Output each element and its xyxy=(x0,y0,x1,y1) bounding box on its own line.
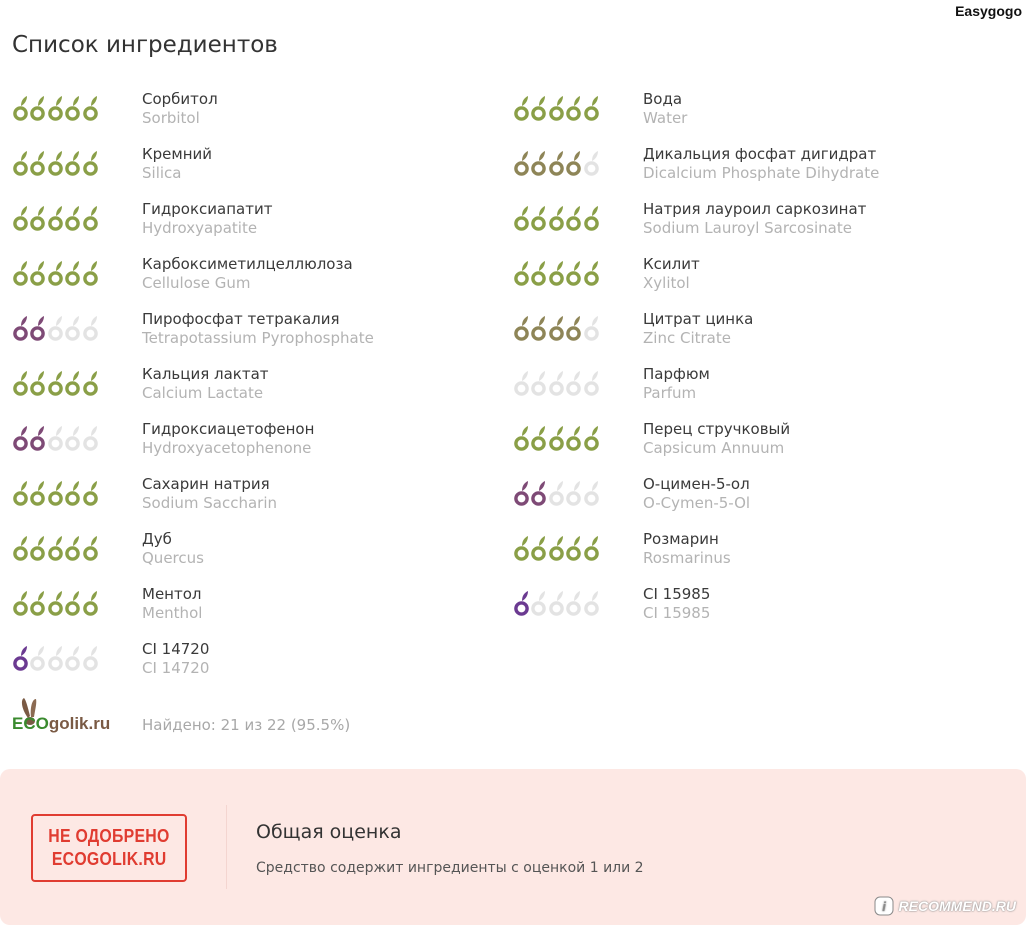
ingredient-names xyxy=(643,420,790,458)
not-approved-stamp xyxy=(31,814,187,882)
rating-drop-icon xyxy=(513,93,530,123)
rating-drop-icon xyxy=(583,203,600,233)
ingredient-name-ru[interactable]: CI 14720 xyxy=(142,640,210,658)
ingredient-name-en: Cellulose Gum xyxy=(142,274,251,292)
ingredient-names xyxy=(643,475,750,513)
rating-drops xyxy=(513,258,600,288)
rating-drops xyxy=(12,478,99,508)
rating-drop-icon xyxy=(583,478,600,508)
rating-drop-icon xyxy=(12,533,29,563)
rating-drop-icon xyxy=(12,148,29,178)
rating-drop-icon xyxy=(82,588,99,618)
rating-drop-icon xyxy=(548,93,565,123)
ingredient-row[interactable] xyxy=(501,583,1001,638)
rating-drop-icon xyxy=(29,588,46,618)
rating-drop-icon xyxy=(82,258,99,288)
ingredient-name-ru[interactable]: Пирофосфат тетракалия xyxy=(142,310,340,328)
ingredient-name-en: Quercus xyxy=(142,549,204,567)
rating-drops xyxy=(12,643,99,673)
ingredient-name-en: Capsicum Annuum xyxy=(643,439,785,457)
ingredient-row[interactable] xyxy=(0,418,500,473)
ingredient-names xyxy=(643,365,710,403)
rating-drop-icon xyxy=(64,258,81,288)
ingredient-name-ru[interactable]: Карбоксиметилцеллюлоза xyxy=(142,255,353,273)
ingredient-name-ru[interactable]: Сорбитол xyxy=(142,90,218,108)
rating-drop-icon xyxy=(47,93,64,123)
rating-drop-icon xyxy=(82,203,99,233)
ingredient-name-ru[interactable]: Гидроксиацетофенон xyxy=(142,420,315,438)
ingredient-row[interactable] xyxy=(501,363,1001,418)
ingredient-name-ru[interactable]: Вода xyxy=(643,90,683,108)
ingredient-name-en: Sodium Saccharin xyxy=(142,494,278,512)
rating-drop-icon xyxy=(29,368,46,398)
svg-text:i: i xyxy=(881,899,886,914)
ingredient-name-ru[interactable]: Дикальция фосфат дигидрат xyxy=(643,145,877,163)
rating-drop-icon xyxy=(565,588,582,618)
ecogolik-logo[interactable] xyxy=(12,696,124,740)
rating-drop-icon xyxy=(29,533,46,563)
ingredient-name-ru[interactable]: Цитрат цинка xyxy=(643,310,754,328)
ingredient-name-ru[interactable]: Гидроксиапатит xyxy=(142,200,273,218)
rating-drop-icon xyxy=(12,93,29,123)
ingredient-name-en: Tetrapotassium Pyrophosphate xyxy=(142,329,374,347)
rating-drop-icon xyxy=(82,423,99,453)
ingredient-row[interactable] xyxy=(501,308,1001,363)
ingredient-name-en: Calcium Lactate xyxy=(142,384,264,402)
recommend-logo-icon xyxy=(873,895,895,917)
ingredient-name-en: Hydroxyapatite xyxy=(142,219,258,237)
rating-drop-icon xyxy=(513,258,530,288)
rating-drop-icon xyxy=(47,148,64,178)
rating-drop-icon xyxy=(548,313,565,343)
rating-drops xyxy=(12,93,99,123)
rating-drop-icon xyxy=(12,258,29,288)
verdict-text: Средство содержит ингредиенты с оценкой 1 или 2 xyxy=(256,860,644,876)
rating-drop-icon xyxy=(530,423,547,453)
rating-drop-icon xyxy=(513,368,530,398)
rating-drop-icon xyxy=(29,148,46,178)
rating-drop-icon xyxy=(12,313,29,343)
rating-drop-icon xyxy=(12,368,29,398)
rating-drop-icon xyxy=(548,203,565,233)
ingredient-row[interactable] xyxy=(501,88,1001,143)
ingredient-name-ru[interactable]: Кремний xyxy=(142,145,213,163)
rating-drop-icon xyxy=(513,203,530,233)
verdict-divider xyxy=(226,805,227,889)
recommend-watermark xyxy=(873,895,1016,917)
ingredient-row[interactable] xyxy=(501,418,1001,473)
ingredient-row[interactable] xyxy=(501,143,1001,198)
rating-drop-icon xyxy=(47,313,64,343)
logo-golik: golik.ru xyxy=(48,714,111,733)
ingredient-names xyxy=(643,585,710,623)
rating-drop-icon xyxy=(64,368,81,398)
rating-drop-icon xyxy=(548,423,565,453)
rating-drop-icon xyxy=(530,533,547,563)
ingredient-row[interactable] xyxy=(0,253,500,308)
rating-drop-icon xyxy=(47,368,64,398)
ingredient-name-ru[interactable]: Розмарин xyxy=(643,530,719,548)
rating-drop-icon xyxy=(530,203,547,233)
ingredient-name-en: Sodium Lauroyl Sarcosinate xyxy=(643,219,852,237)
rating-drop-icon xyxy=(565,93,582,123)
ingredient-name-en: Rosmarinus xyxy=(643,549,731,567)
rating-drop-icon xyxy=(530,148,547,178)
rating-drop-icon xyxy=(548,478,565,508)
ingredient-row[interactable] xyxy=(501,253,1001,308)
rating-drop-icon xyxy=(82,533,99,563)
rating-drop-icon xyxy=(29,258,46,288)
ingredient-names xyxy=(643,145,879,183)
rating-drops xyxy=(12,203,99,233)
rating-drop-icon xyxy=(583,533,600,563)
rating-drop-icon xyxy=(82,478,99,508)
rating-drop-icon xyxy=(64,478,81,508)
ingredient-row[interactable] xyxy=(0,143,500,198)
rating-drops xyxy=(513,423,600,453)
ingredient-names xyxy=(142,365,269,403)
rating-drops xyxy=(513,588,600,618)
ingredient-row[interactable] xyxy=(0,88,500,143)
rating-drops xyxy=(12,588,99,618)
logo-eco: ECO xyxy=(12,714,49,733)
ingredient-name-ru[interactable]: CI 15985 xyxy=(643,585,711,603)
rating-drop-icon xyxy=(47,588,64,618)
ingredient-names xyxy=(643,90,687,128)
rating-drop-icon xyxy=(47,258,64,288)
rating-drops xyxy=(12,313,99,343)
ingredient-row[interactable] xyxy=(0,363,500,418)
rating-drops xyxy=(12,368,99,398)
rating-drop-icon xyxy=(513,478,530,508)
rating-drop-icon xyxy=(565,423,582,453)
rating-drop-icon xyxy=(565,313,582,343)
rating-drops xyxy=(513,533,600,563)
rating-drop-icon xyxy=(12,588,29,618)
stamp-line-1: НЕ ОДОБРЕНО xyxy=(48,826,170,846)
page-title: Список ингредиентов xyxy=(12,32,278,58)
ingredient-name-en: O-Cymen-5-Ol xyxy=(643,494,751,512)
ingredient-names xyxy=(142,255,353,293)
rating-drops xyxy=(513,203,600,233)
rating-drop-icon xyxy=(12,478,29,508)
rating-drop-icon xyxy=(82,368,99,398)
ingredient-row[interactable] xyxy=(501,198,1001,253)
rating-drops xyxy=(513,93,600,123)
ingredient-row[interactable] xyxy=(0,528,500,583)
ingredient-names xyxy=(142,145,212,183)
rating-drop-icon xyxy=(565,203,582,233)
rating-drop-icon xyxy=(47,478,64,508)
rating-drop-icon xyxy=(530,93,547,123)
ingredient-names xyxy=(142,640,209,678)
rating-drop-icon xyxy=(29,313,46,343)
rating-drop-icon xyxy=(82,148,99,178)
rating-drop-icon xyxy=(583,258,600,288)
ingredient-row[interactable] xyxy=(0,308,500,363)
rating-drop-icon xyxy=(12,643,29,673)
rating-drop-icon xyxy=(47,423,64,453)
rating-drop-icon xyxy=(29,93,46,123)
ingredient-name-ru[interactable]: Ментол xyxy=(142,585,202,603)
rating-drop-icon xyxy=(29,643,46,673)
ingredient-name-en: Silica xyxy=(142,164,182,182)
rating-drop-icon xyxy=(12,203,29,233)
author-name[interactable]: Easygogo xyxy=(955,3,1022,19)
verdict-title: Общая оценка xyxy=(256,821,402,843)
rating-drop-icon xyxy=(548,533,565,563)
ingredient-row[interactable] xyxy=(0,638,500,693)
ingredient-name-ru[interactable]: О-цимен-5-ол xyxy=(643,475,750,493)
ingredient-names xyxy=(142,585,202,623)
rating-drop-icon xyxy=(565,478,582,508)
ingredient-names xyxy=(142,90,218,128)
rating-drop-icon xyxy=(29,203,46,233)
ingredient-row[interactable] xyxy=(0,198,500,253)
rating-drop-icon xyxy=(29,423,46,453)
rating-drop-icon xyxy=(548,588,565,618)
ingredient-names xyxy=(142,420,314,458)
rating-drops xyxy=(12,258,99,288)
rating-drops xyxy=(513,478,600,508)
ingredient-name-ru[interactable]: Ксилит xyxy=(643,255,700,273)
found-count: Найдено: 21 из 22 (95.5%) xyxy=(142,716,351,734)
rating-drop-icon xyxy=(530,258,547,288)
rating-drop-icon xyxy=(565,368,582,398)
rating-drop-icon xyxy=(548,368,565,398)
ingredient-name-ru[interactable]: Парфюм xyxy=(643,365,710,383)
rating-drop-icon xyxy=(47,643,64,673)
ingredient-row[interactable] xyxy=(0,583,500,638)
rating-drop-icon xyxy=(47,533,64,563)
rating-drop-icon xyxy=(513,148,530,178)
ingredient-name-en: CI 15985 xyxy=(643,604,711,622)
rating-drop-icon xyxy=(513,423,530,453)
rating-drop-icon xyxy=(583,588,600,618)
ingredient-name-ru[interactable]: Кальция лактат xyxy=(142,365,269,383)
ingredient-row[interactable] xyxy=(501,528,1001,583)
ingredient-row[interactable] xyxy=(0,473,500,528)
rating-drop-icon xyxy=(583,93,600,123)
rating-drop-icon xyxy=(64,203,81,233)
ingredient-name-en: Water xyxy=(643,109,688,127)
ingredient-name-ru[interactable]: Перец стручковый xyxy=(643,420,791,438)
rating-drop-icon xyxy=(565,533,582,563)
ingredient-names xyxy=(142,530,204,568)
rating-drops xyxy=(12,533,99,563)
rating-drop-icon xyxy=(64,588,81,618)
stamp-line-2: ECOGOLIK.RU xyxy=(51,849,167,869)
ingredient-name-en: Hydroxyacetophenone xyxy=(142,439,312,457)
ingredient-names xyxy=(142,475,277,513)
ingredient-names xyxy=(142,310,374,348)
rating-drops xyxy=(513,313,600,343)
rating-drops xyxy=(12,423,99,453)
ingredient-names xyxy=(643,255,700,293)
rating-drop-icon xyxy=(530,478,547,508)
ingredient-row[interactable] xyxy=(501,473,1001,528)
ingredient-names xyxy=(643,310,753,348)
rating-drop-icon xyxy=(548,258,565,288)
ingredients-column-right xyxy=(501,88,1001,638)
ingredient-name-ru[interactable]: Сахарин натрия xyxy=(142,475,270,493)
rating-drop-icon xyxy=(64,643,81,673)
rating-drop-icon xyxy=(82,313,99,343)
rating-drop-icon xyxy=(530,313,547,343)
rating-drop-icon xyxy=(513,588,530,618)
rating-drop-icon xyxy=(583,148,600,178)
rating-drop-icon xyxy=(12,423,29,453)
rating-drop-icon xyxy=(530,588,547,618)
ingredient-name-ru[interactable]: Натрия лауроил саркозинат xyxy=(643,200,867,218)
ingredient-name-en: CI 14720 xyxy=(142,659,210,677)
rating-drop-icon xyxy=(513,313,530,343)
rating-drop-icon xyxy=(64,533,81,563)
rating-drop-icon xyxy=(82,93,99,123)
ingredient-names xyxy=(142,200,272,238)
ingredient-name-en: Parfum xyxy=(643,384,697,402)
ingredient-name-en: Sorbitol xyxy=(142,109,200,127)
ingredient-name-en: Zinc Citrate xyxy=(643,329,731,347)
rating-drop-icon xyxy=(64,93,81,123)
rating-drops xyxy=(513,368,600,398)
rating-drop-icon xyxy=(64,148,81,178)
rating-drop-icon xyxy=(583,368,600,398)
rating-drop-icon xyxy=(565,258,582,288)
ingredient-name-ru[interactable]: Дуб xyxy=(142,530,172,548)
rating-drops xyxy=(12,148,99,178)
rating-drop-icon xyxy=(548,148,565,178)
rating-drop-icon xyxy=(583,313,600,343)
rating-drop-icon xyxy=(64,423,81,453)
rating-drop-icon xyxy=(513,533,530,563)
rating-drop-icon xyxy=(565,148,582,178)
rating-drop-icon xyxy=(64,313,81,343)
rating-drop-icon xyxy=(583,423,600,453)
rating-drop-icon xyxy=(29,478,46,508)
rating-drops xyxy=(513,148,600,178)
ingredient-name-en: Menthol xyxy=(142,604,203,622)
ingredients-column-left xyxy=(0,88,500,693)
watermark-text: RECOMMEND.RU xyxy=(898,898,1016,914)
rating-drop-icon xyxy=(82,643,99,673)
rating-drop-icon xyxy=(47,203,64,233)
ingredient-names xyxy=(643,200,866,238)
rating-drop-icon xyxy=(530,368,547,398)
ingredient-names xyxy=(643,530,731,568)
ingredient-name-en: Dicalcium Phosphate Dihydrate xyxy=(643,164,880,182)
ingredient-name-en: Xylitol xyxy=(643,274,690,292)
